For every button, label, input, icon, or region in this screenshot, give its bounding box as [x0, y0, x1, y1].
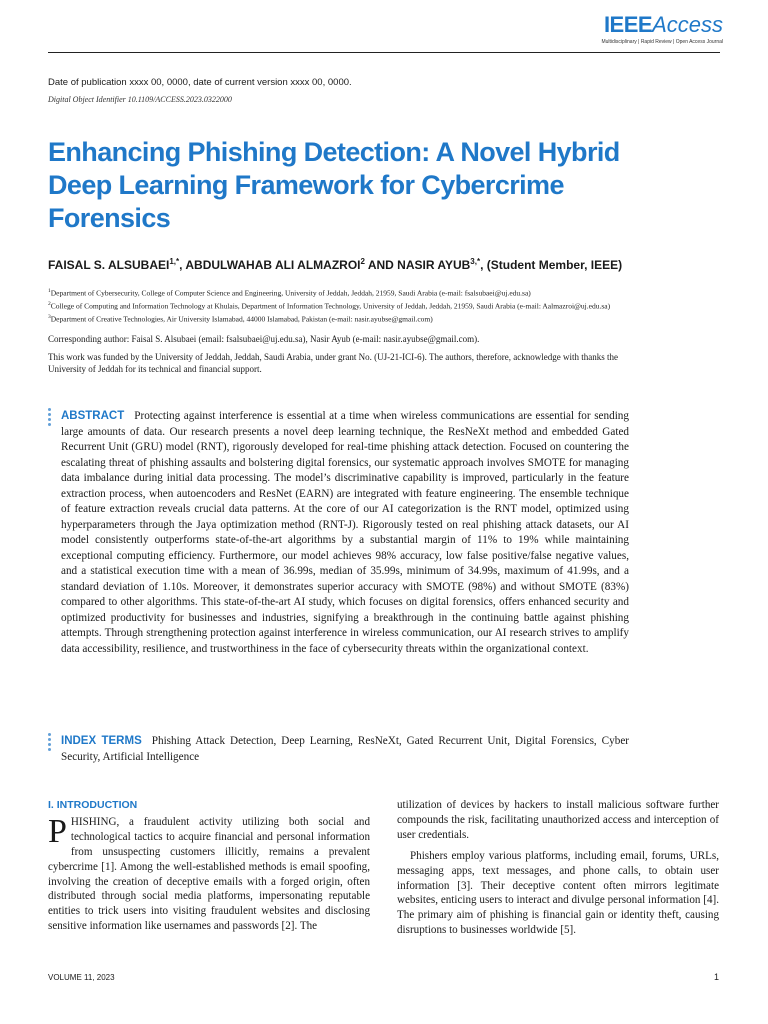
- affiliation-item: [48, 299, 688, 312]
- author-name: NASIR AYUB: [397, 258, 471, 272]
- affiliation-mark: 1: [48, 288, 51, 294]
- section-heading: I. INTRODUCTION: [48, 799, 138, 811]
- affiliation-text: Department of Creative Technologies, Air University Islamabad, 44000 Islamabad, Pakistan (e-mail: nasir.ayubse@gmail.com): [50, 314, 433, 324]
- affiliation-mark: 2: [48, 301, 51, 307]
- affiliations: [48, 286, 688, 325]
- abstract-heading: ABSTRACT: [61, 410, 125, 422]
- body-paragraph: [48, 812, 370, 934]
- body-column-right: [397, 798, 719, 944]
- author-name: FAISAL S. ALSUBAEI: [48, 258, 170, 272]
- body-column-left: [48, 798, 370, 940]
- corresponding-author: Corresponding author: Faisal S. Alsubaei (email: fsalsubaei@uj.edu.sa), Nasir Ayub (e-mail: nasir.ayubse@gmail.com).: [48, 334, 480, 344]
- logo-ieee: IEEE: [603, 12, 653, 37]
- affiliation-item: [48, 286, 688, 299]
- index-terms-heading: INDEX TERMS: [61, 735, 142, 747]
- journal-logo: [597, 14, 723, 48]
- affiliation-text: Department of Cybersecurity, College of Computer Science and Engineering, University of Jeddah, Jeddah, 21959, Saudi Arabia (e-mail: fsalsubaei@uj.edu.sa): [50, 288, 531, 298]
- affiliation-mark: 3: [48, 314, 51, 320]
- logo-access: Access: [652, 12, 723, 37]
- header-rule: [48, 52, 720, 53]
- author-affil-mark: 3,*: [470, 257, 481, 266]
- index-terms-marker-icon: [48, 733, 52, 753]
- author-separator: AND: [364, 258, 398, 272]
- index-terms: [61, 734, 629, 765]
- author-name: ABDULWAHAB ALI ALMAZROI: [185, 258, 361, 272]
- body-paragraph: Phishers employ various platforms, including email, forums, URLs, messaging apps, text messages, and phone calls, to obtain user information [3]. Their deceptive content often mirrors legitimate websites, enticing users to interact and divulge personal information [4]. The primary aim of phishing is financial gain or identity theft, causing disruptions to businesses worldwide [5].: [397, 849, 719, 937]
- abstract-marker-icon: [48, 408, 52, 428]
- article-title: Enhancing Phishing Detection: A Novel Hybrid Deep Learning Framework for Cybercrime Forensics: [48, 137, 620, 233]
- funding-statement: This work was funded by the University of Jeddah, Jeddah, Saudi Arabia, under grant No. (UJ-21-ICI-6). The authors, therefore, acknowledge with thanks the University of Jeddah for its technical and financial support.: [48, 352, 618, 374]
- page-number: 1: [714, 972, 720, 982]
- index-terms-text: Phishing Attack Detection, Deep Learning, ResNeXt, Gated Recurrent Unit, Digital Forensics, Cyber Security, Artificial Intelligence: [61, 735, 630, 763]
- affiliation-text: College of Computing and Information Technology at Khulais, Department of Information Technology, University of Jeddah, Jeddah, 21959, Saudi Arabia (e-mail: Aalmazroi@uj.edu.sa): [50, 301, 611, 311]
- logo-tagline: Multidisciplinary | Rapid Review | Open Access Journal: [601, 39, 723, 45]
- affiliation-item: [48, 312, 688, 325]
- author-list: [48, 254, 688, 273]
- publication-date: Date of publication xxxx 00, 0000, date of current version xxxx 00, 0000.: [48, 77, 352, 88]
- body-paragraph: utilization of devices by hackers to install malicious software further compounds the risk, facilitating unauthorized access and interception of user credentials.: [397, 799, 719, 841]
- volume-footer: VOLUME 11, 2023: [48, 973, 115, 982]
- abstract: [61, 409, 629, 657]
- paragraph-text: HISHING, a fraudulent activity utilizing both social and technological tactics to acquire financial and personal information from unsuspecting customers illicitly, remains a prevalent cybercrime [1]. Among the well-established methods is email spoofing, involving the creation of deceptive emails with a forged origin, often distributed through social media platforms, impersonating reputable entities to trick users into visiting fraudulent websites and disclosing sensitive information like usernames and passwords [2]. The: [48, 815, 370, 933]
- doi: Digital Object Identifier 10.1109/ACCESS.2023.0322000: [48, 95, 232, 104]
- author-affil-mark: 1,*: [169, 257, 180, 266]
- abstract-text: Protecting against interference is essential at a time when wireless communications are essential for sending large amounts of data. Our research presents a novel deep learning technique, the ResNeXt method and embedded Gated Recurrent Unit (GRU) model (RNT), rigorously developed for real-time phishing attack detection. Focused on countering the escalating threat of phishing assaults and bolstering digital forensics, our systematic approach involves SMOTE for managing data imbalance during initial data processing. The model’s discriminative capability is improved, particularly in the feature extraction process, when autoencoders and ResNet (EARN) are integrated with feature engineering. The ensemble technique of feature extraction reveals crucial data patterns. At the core of our AI categorization is the RNT model, optimized using hyperparameters through the Jaya optimization method (RNT-J). Rigorously tested on real phishing attack datasets, our AI model consistently outperforms state-of-the-art algorithms by a substantial margin of 11% to 19% while maintaining exceptional computing efficiency. Furthermore, our model achieves 98% accuracy, low false positive/false negative values, and a statistical execution time with a mean of 36.99s, median of 35.99s, minimum of 34.99s, maximum of 41.99s, and a standard deviation of 1.10s. Moreover, it demonstrates superior accuracy with SMOTE (98%) and without SMOTE (83%) compared to other algorithms. This state-of-the-art AI study, which focuses on digital forensics, offers enhanced security and optimized productivity for businesses and industries, signifying a breakthrough in the continuing battle against phishing attempts. Through strengthening protection against interference in wireless communication, our AI research strives to amplify data accessibility, resilience, and trustworthiness in the face of cybersecurity threats within the organizational context.: [61, 410, 629, 655]
- drop-cap: P: [48, 812, 67, 850]
- author-separator: ,: [179, 258, 186, 272]
- author-suffix: , (Student Member, IEEE): [480, 258, 623, 272]
- author-affil-mark: 2: [360, 257, 365, 266]
